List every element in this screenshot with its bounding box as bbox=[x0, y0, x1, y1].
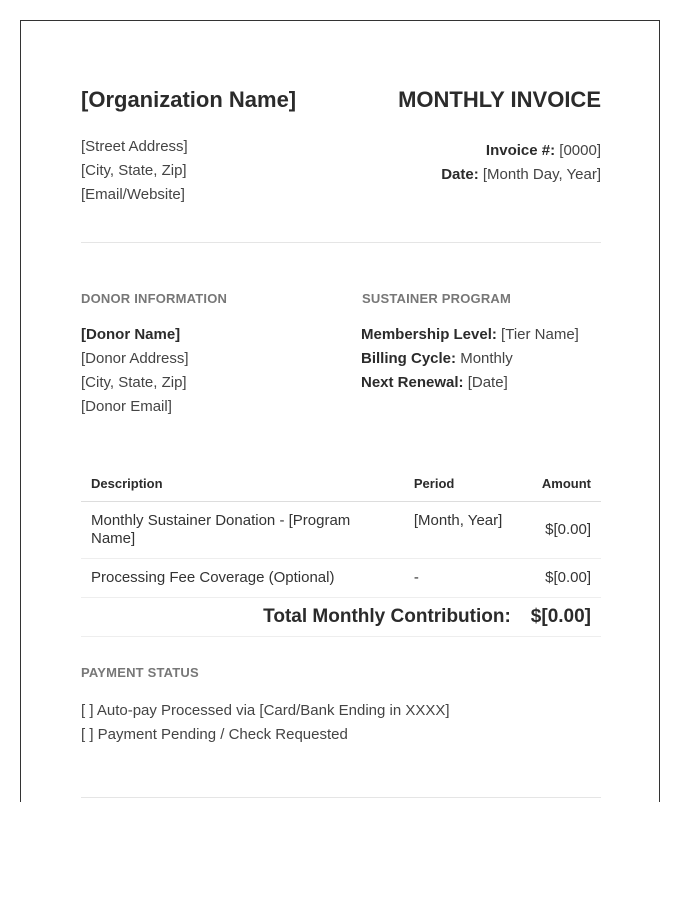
row-description: Processing Fee Coverage (Optional) bbox=[81, 559, 404, 598]
organization-name: [Organization Name] bbox=[81, 87, 297, 112]
membership-level bbox=[361, 323, 579, 347]
donor-section-label: DONOR INFORMATION bbox=[81, 291, 228, 306]
period-header: Period bbox=[404, 465, 521, 502]
invoice-number bbox=[441, 139, 601, 163]
billing-cycle bbox=[361, 347, 579, 371]
billing-cycle-value: Monthly bbox=[460, 350, 513, 367]
donor-city-state-zip: [City, State, Zip] bbox=[81, 374, 187, 391]
program-section-label: SUSTAINER PROGRAM bbox=[362, 291, 512, 306]
invoice-date-label: Date: bbox=[441, 166, 479, 183]
invoice-page bbox=[20, 20, 660, 802]
invoice-title: MONTHLY INVOICE bbox=[398, 87, 601, 112]
street-address: [Street Address] bbox=[81, 138, 188, 155]
donor-information bbox=[81, 323, 189, 419]
total-value: $[0.00] bbox=[521, 598, 601, 637]
billing-cycle-label: Billing Cycle: bbox=[361, 350, 457, 367]
description-header: Description bbox=[81, 465, 404, 502]
invoice-date-value: [Month Day, Year] bbox=[482, 166, 601, 183]
city-state-zip: [City, State, Zip] bbox=[81, 162, 187, 179]
table-row bbox=[81, 559, 601, 598]
invoice-meta bbox=[441, 139, 601, 187]
invoice-number-label: Invoice #: bbox=[485, 142, 556, 159]
header-divider bbox=[81, 242, 601, 243]
payment-section-label: PAYMENT STATUS bbox=[81, 665, 199, 680]
row-amount: $[0.00] bbox=[521, 559, 601, 598]
payment-status bbox=[81, 699, 450, 747]
sustainer-program bbox=[361, 323, 579, 395]
donor-email: [Donor Email] bbox=[81, 398, 172, 415]
invoice-number-value: [0000] bbox=[559, 142, 601, 159]
total-label: Total Monthly Contribution: bbox=[81, 598, 521, 637]
organization-address bbox=[81, 135, 188, 207]
invoice-date bbox=[441, 163, 601, 187]
next-renewal bbox=[361, 371, 579, 395]
row-description: Monthly Sustainer Donation - [Program Name] bbox=[81, 502, 404, 559]
line-items-table bbox=[81, 465, 601, 637]
row-period: - bbox=[404, 559, 521, 598]
table-header-row bbox=[81, 465, 601, 502]
row-period: [Month, Year] bbox=[404, 502, 521, 559]
table-row bbox=[81, 502, 601, 559]
membership-level-label: Membership Level: bbox=[361, 326, 497, 343]
payment-option-pending: [ ] Payment Pending / Check Requested bbox=[81, 726, 348, 743]
donor-name: [Donor Name] bbox=[81, 326, 181, 343]
footer-divider bbox=[81, 797, 601, 798]
next-renewal-value: [Date] bbox=[467, 374, 508, 391]
next-renewal-label: Next Renewal: bbox=[361, 374, 464, 391]
amount-header: Amount bbox=[521, 465, 601, 502]
row-amount: $[0.00] bbox=[521, 502, 601, 559]
payment-option-autopay: [ ] Auto-pay Processed via [Card/Bank Ending in XXXX] bbox=[81, 702, 450, 719]
donor-address: [Donor Address] bbox=[81, 350, 189, 367]
email-website: [Email/Website] bbox=[81, 186, 185, 203]
membership-level-value: [Tier Name] bbox=[501, 326, 579, 343]
total-row bbox=[81, 598, 601, 637]
